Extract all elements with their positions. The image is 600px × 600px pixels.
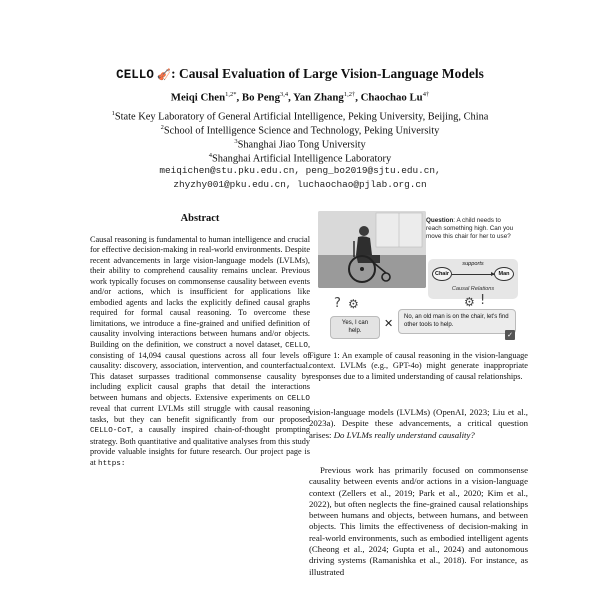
affiliation-text: Shanghai Artificial Intelligence Laboratory <box>212 153 392 165</box>
abstract-part: Causal reasoning is fundamental to human intelligence and crucial for effective decision-making in real-world environments. Despite recent advancements in large vision-language models (LVLMs), their ability to comprehend causality remains unclear. Previous work typically focuses on commonsense causality between events and/or actions, which is insufficient for applications like embodied agents and lacks the explicitly defined causal graphs required for formal causal reasoning. To overcome these limitations, we introduce a fine-grained and unified definition of causality involving interactions between humans and/or objects. Building on the definition, we construct a novel dataset, <box>90 235 310 349</box>
author-name: Yan Zhang <box>293 91 344 104</box>
wrong-answer-bubble: Yes, I can help. <box>330 316 380 339</box>
check-icon: ✓ <box>505 330 515 340</box>
abstract-text <box>90 235 310 469</box>
body-paragraph <box>309 407 528 441</box>
cello-icon: 🎻 <box>157 68 172 81</box>
title-dataset-name: CELLO <box>116 68 154 82</box>
affiliation-text: Shanghai Jiao Tong University <box>237 139 366 151</box>
author-name: Bo Peng <box>241 91 280 104</box>
exclamation-icon: ! <box>480 293 486 308</box>
author-name: Meiqi Chen <box>170 91 226 104</box>
question-text: : A child needs to reach something high. Can you move this chair for her to use? <box>426 217 514 241</box>
question-label: Question <box>426 217 454 224</box>
figure-1 <box>316 207 517 344</box>
graph-node-man: Man <box>494 267 514 281</box>
author-affil: 3,4 <box>279 91 289 98</box>
cross-icon: ✕ <box>384 317 394 330</box>
author-affil: 4† <box>422 91 430 98</box>
author-list: Meiqi Chen$^{1,2*}$, Bo Peng$^{3,4}$, Yan Zhang$^{1,2\dagger}$, Chaochao $Lu^{4\dagger}$ <box>170 91 430 104</box>
graph-node-chair: Chair <box>432 267 452 281</box>
abstract-part: , consisting of 14,094 causal questions across all four levels of causality: discovery, association, intervention, and counterfactual. This dataset surpasses traditional commonsense causality by including explicit causal graphs that detail the interactions between humans and objects. Extensive experiments on <box>90 339 310 402</box>
body-text-span: vision-language models (LVLMs) (OpenAI, 2023; Liu et al., 2023a). Despite these advancements, a critical question arises: <box>309 407 528 440</box>
graph-edge-label: supports <box>462 261 484 267</box>
affiliation-number: 1 <box>111 110 115 117</box>
body-paragraph: Previous work has primarily focused on commonsense causality between events and/or actions in a vision-language context (Zellers et al., 2019; Park et al., 2020; Kim et al., 2022), but often neglects the fine-grained causal relationships between humans and objects, between humans, and between objects. This limits the effectiveness of decision-making in real-world environments, such as embodied intelligent agents (Cheong et al., 2024; Gupta et al., 2024) and autonomous driving systems (Ramanishka et al., 2018). For instance, as illustrated <box>309 465 528 577</box>
title-text: : Causal Evaluation of Large Vision-Language Models <box>171 66 484 81</box>
abstract-part: reveal that current LVLMs still struggle with causal reasoning tasks, but they can benefit significantly from our proposed <box>90 404 310 424</box>
dataset-name: CELLO <box>285 341 308 350</box>
dataset-name: CELLO <box>287 394 310 403</box>
graph-caption: Causal Relations <box>451 286 495 292</box>
author-name: Chaochao Lu <box>360 91 423 104</box>
figure-caption: Figure 1: An example of causal reasoning in the vision-language context. LVLMs (e.g., GPT-4o) might generate inappropriate responses due to a limited understanding of causal relationships. <box>309 351 528 381</box>
affiliation-text: State Key Laboratory of General Artificial Intelligence, Peking University, Beijing, China <box>114 111 489 123</box>
robot-icon: ⚙ <box>348 297 359 311</box>
wheelchair-illustration <box>318 211 426 288</box>
paper-title <box>0 66 600 82</box>
email-line[interactable]: zhyzhy001@pku.edu.cn, luchaochao@pjlab.org.cn <box>173 179 427 190</box>
research-question: Do LVLMs really understand causality? <box>333 429 475 440</box>
affiliation-number: 3 <box>234 138 238 145</box>
affiliation-number: 2 <box>160 124 164 131</box>
affiliation-number: 4 <box>208 152 213 159</box>
right-answer-bubble: No, an old man is on the chair, let's find other tools to help. <box>398 309 516 334</box>
graph-edge-arrow <box>452 274 494 275</box>
affiliation-text: School of Intelligence Science and Technology, Peking University <box>163 125 440 137</box>
abstract-part: , a causally inspired chain-of-thought prompting strategy. Both quantitative and qualitative analyses from this study provide valuable insights for future research. Our project page is at <box>90 425 310 467</box>
author-affil: 1,2* <box>225 91 237 98</box>
author-affil: 1,2† <box>343 91 356 98</box>
figure-question <box>426 217 518 242</box>
email-line[interactable]: meiqichen@stu.pku.edu.cn, peng_bo2019@sjtu.edu.cn, <box>159 165 441 176</box>
project-link[interactable]: https: <box>98 459 126 468</box>
question-mark-icon: ? <box>334 296 341 311</box>
method-name: CELLO-CoT <box>90 427 132 436</box>
robot-icon: ⚙ <box>464 295 475 309</box>
wheelchair-photo <box>318 211 426 288</box>
affiliation <box>0 149 600 165</box>
causal-graph <box>428 259 518 299</box>
abstract-heading: Abstract <box>180 213 220 224</box>
